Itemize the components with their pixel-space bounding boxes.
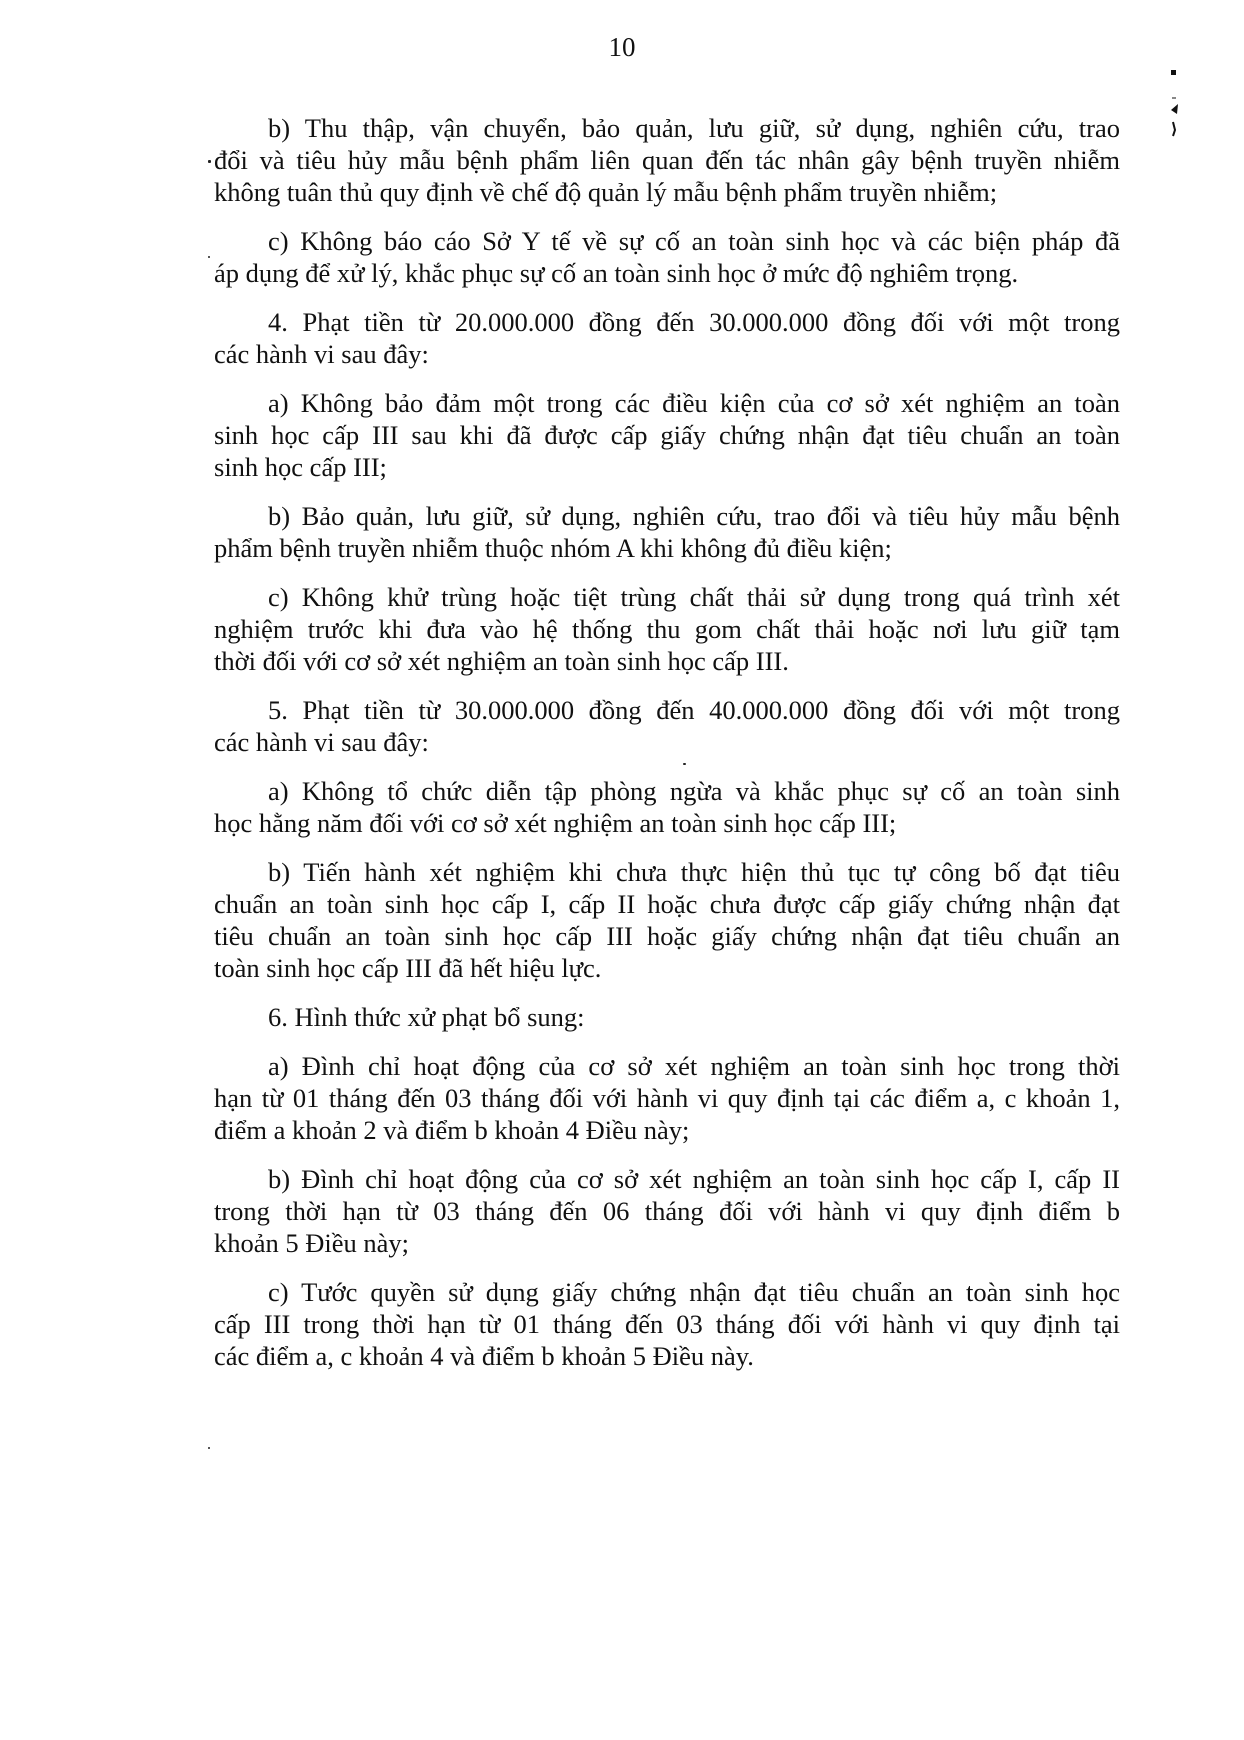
text-line: b) Đình chỉ hoạt động của cơ sở xét nghiệm an toàn sinh học cấp I, cấp II <box>268 1164 1120 1194</box>
text-line: 5. Phạt tiền từ 30.000.000 đồng đến 40.000.000 đồng đối với một trong <box>268 695 1120 725</box>
paragraph-khoan4 <box>214 306 1120 370</box>
paragraph-khoan4-a <box>214 387 1120 483</box>
text-line: các điểm a, c khoản 4 và điểm b khoản 5 Điều này. <box>214 1341 754 1371</box>
paragraph-khoan3-b <box>214 112 1120 208</box>
paragraph-khoan5-b <box>214 856 1120 984</box>
text-line: a) Không bảo đảm một trong các điều kiện của cơ sở xét nghiệm an toàn <box>268 388 1120 418</box>
text-line: cấp III trong thời hạn từ 01 tháng đến 03 tháng đối với hành vi quy định tại <box>214 1309 1120 1339</box>
paragraph-khoan6-a <box>214 1050 1120 1146</box>
text-line: đổi và tiêu hủy mẫu bệnh phẩm liên quan đến tác nhân gây bệnh truyền nhiễm <box>214 145 1120 175</box>
scan-speck <box>208 256 210 258</box>
paragraph-khoan5-a <box>214 775 1120 839</box>
scan-speck <box>208 160 211 163</box>
text-line: c) Tước quyền sử dụng giấy chứng nhận đạt tiêu chuẩn an toàn sinh học <box>268 1277 1120 1307</box>
text-line: toàn sinh học cấp III đã hết hiệu lực. <box>214 953 602 983</box>
text-line: phẩm bệnh truyền nhiễm thuộc nhóm A khi không đủ điều kiện; <box>214 533 892 563</box>
text-line: tiêu chuẩn an toàn sinh học cấp III hoặc giấy chứng nhận đạt tiêu chuẩn an <box>214 921 1120 951</box>
text-line: sinh học cấp III sau khi đã được cấp giấy chứng nhận đạt tiêu chuẩn an toàn <box>214 420 1120 450</box>
paragraph-khoan6 <box>214 1001 1120 1033</box>
text-line: 4. Phạt tiền từ 20.000.000 đồng đến 30.000.000 đồng đối với một trong <box>268 307 1120 337</box>
text-line: b) Thu thập, vận chuyển, bảo quản, lưu giữ, sử dụng, nghiên cứu, trao <box>268 113 1120 143</box>
paragraph-khoan6-b <box>214 1163 1120 1259</box>
text-line: không tuân thủ quy định về chế độ quản lý mẫu bệnh phẩm truyền nhiễm; <box>214 177 998 207</box>
text-line: chuẩn an toàn sinh học cấp I, cấp II hoặc chưa được cấp giấy chứng nhận đạt <box>214 889 1120 919</box>
text-line: b) Bảo quản, lưu giữ, sử dụng, nghiên cứu, trao đổi và tiêu hủy mẫu bệnh <box>268 501 1120 531</box>
text-line: a) Không tổ chức diễn tập phòng ngừa và khắc phục sự cố an toàn sinh <box>268 776 1120 806</box>
text-line: học hằng năm đối với cơ sở xét nghiệm an toàn sinh học cấp III; <box>214 808 897 838</box>
text-line: điểm a khoản 2 và điểm b khoản 4 Điều này; <box>214 1115 690 1145</box>
text-line: 6. Hình thức xử phạt bổ sung: <box>268 1002 585 1032</box>
text-line: a) Đình chỉ hoạt động của cơ sở xét nghiệm an toàn sinh học trong thời <box>268 1051 1120 1081</box>
text-line: khoản 5 Điều này; <box>214 1228 410 1258</box>
text-line: các hành vi sau đây: <box>214 339 429 369</box>
text-line: áp dụng để xử lý, khắc phục sự cố an toàn sinh học ở mức độ nghiêm trọng. <box>214 258 1019 288</box>
text-line: nghiệm trước khi đưa vào hệ thống thu gom chất thải hoặc nơi lưu giữ tạm <box>214 614 1120 644</box>
text-line: hạn từ 01 tháng đến 03 tháng đối với hành vi quy định tại các điểm a, c khoản 1, <box>214 1083 1120 1113</box>
scan-artifact-icon <box>1168 70 1182 150</box>
paragraph-khoan6-c <box>214 1276 1120 1372</box>
text-line: sinh học cấp III; <box>214 452 387 482</box>
scan-margin-mark <box>1168 70 1182 150</box>
text-line: trong thời hạn từ 03 tháng đến 06 tháng đối với hành vi quy định điểm b <box>214 1196 1120 1226</box>
paragraph-khoan5 <box>214 694 1120 758</box>
text-line: thời đối với cơ sở xét nghiệm an toàn sinh học cấp III. <box>214 646 789 676</box>
text-line: các hành vi sau đây: <box>214 727 429 757</box>
scan-speck <box>683 763 686 765</box>
page-number: 10 <box>608 32 636 62</box>
text-line: c) Không khử trùng hoặc tiệt trùng chất thải sử dụng trong quá trình xét <box>268 582 1120 612</box>
scan-speck <box>208 1447 210 1449</box>
paragraph-khoan4-c <box>214 581 1120 677</box>
paragraph-khoan4-b <box>214 500 1120 564</box>
paragraph-khoan3-c <box>214 225 1120 289</box>
text-line: b) Tiến hành xét nghiệm khi chưa thực hiện thủ tục tự công bố đạt tiêu <box>268 857 1120 887</box>
text-line: c) Không báo cáo Sở Y tế về sự cố an toàn sinh học và các biện pháp đã <box>268 226 1120 256</box>
document-body <box>214 112 1120 1389</box>
